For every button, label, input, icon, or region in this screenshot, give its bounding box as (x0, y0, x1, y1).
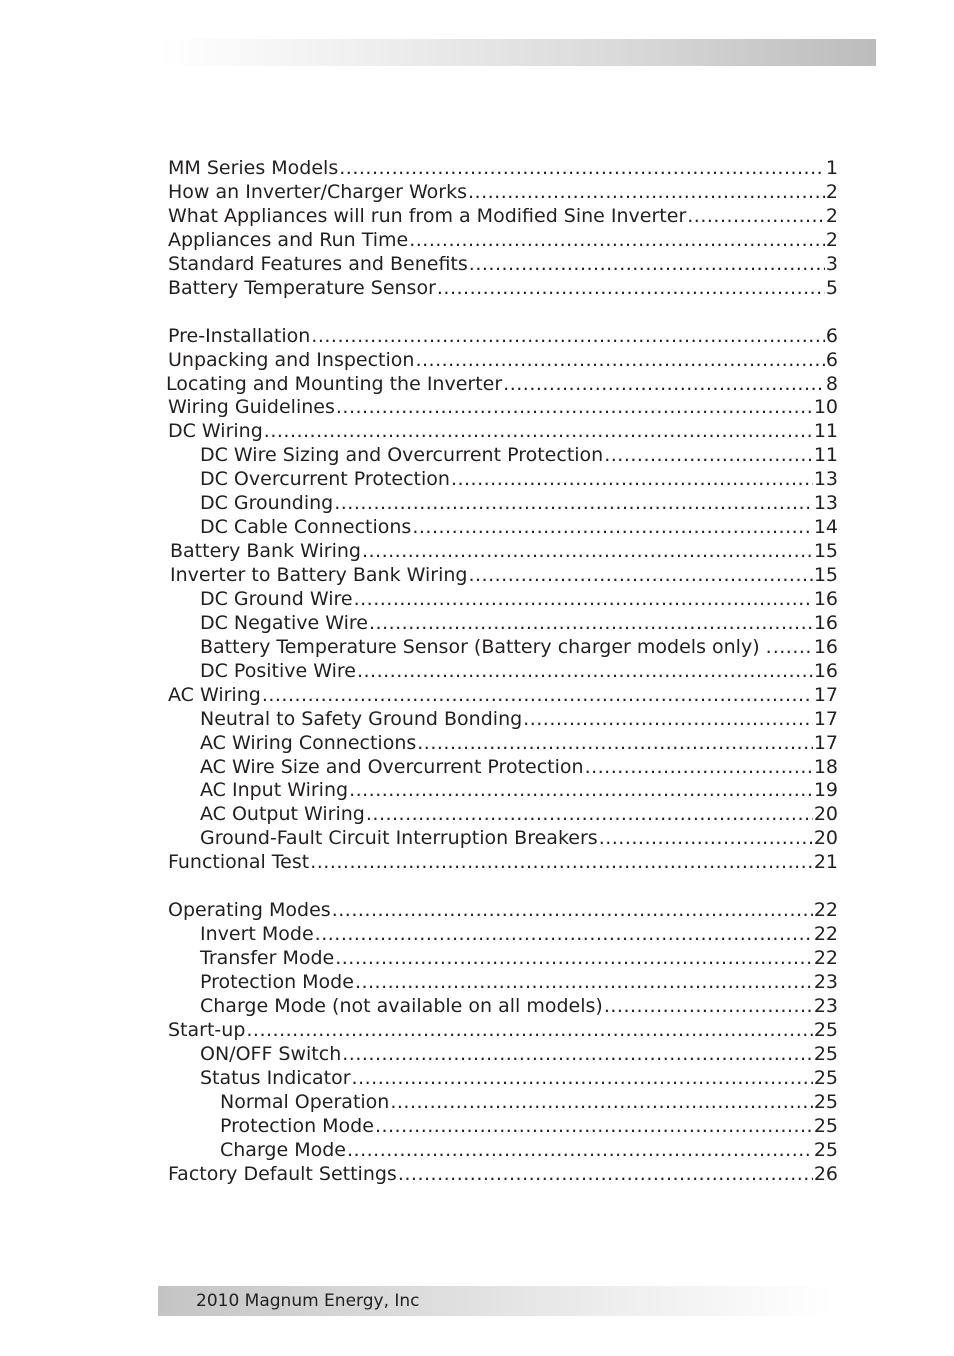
toc-entry-title: DC Ground Wire (200, 587, 353, 610)
toc-entry-title: AC Wire Size and Overcurrent Protection (200, 755, 584, 778)
toc-entry[interactable] (168, 420, 838, 444)
toc-entry-title: AC Wiring Connections (200, 731, 417, 754)
toc-entry-title: Locating and Mounting the Inverter (166, 372, 503, 395)
toc-entry-title: Invert Mode (200, 923, 314, 946)
toc-page-number: 2 (825, 204, 838, 227)
toc-page-number: 15 (813, 564, 838, 586)
toc-entry[interactable] (168, 588, 838, 612)
toc-page-number: 11 (813, 420, 838, 443)
toc-entry-title: Appliances and Run Time (168, 228, 409, 251)
toc-entry-title: AC Input Wiring (200, 779, 349, 802)
toc-entry[interactable] (168, 253, 838, 277)
toc-entry[interactable] (168, 1067, 838, 1091)
toc-entry-title: AC Output Wiring (200, 803, 365, 826)
toc-entry-title: Pre-Installation (168, 324, 311, 347)
toc-dot-leader (264, 420, 813, 444)
toc-dot-leader (310, 851, 813, 875)
toc-entry-title: DC Wire Sizing and Overcurrent Protection (200, 444, 604, 467)
toc-entry-title: Start-up (168, 1018, 246, 1041)
toc-dot-leader (417, 732, 813, 756)
toc-page-number: 25 (813, 1138, 838, 1161)
toc-page-number: 22 (813, 947, 838, 970)
toc-page-number: 17 (813, 707, 838, 730)
toc-dot-leader (342, 1043, 813, 1067)
toc-entry-title: Transfer Mode (200, 947, 335, 970)
toc-page-number: 14 (813, 516, 838, 539)
toc-page-number: 17 (813, 731, 838, 754)
toc-entry[interactable] (168, 325, 838, 349)
toc-dot-leader (468, 181, 825, 205)
toc-page-number: 25 (813, 1066, 838, 1089)
toc-page-number: 25 (813, 1018, 838, 1041)
toc-page-number: 5 (825, 276, 838, 299)
toc-dot-leader (375, 1115, 813, 1139)
toc-page-number: 13 (813, 492, 838, 515)
toc-entry-title: How an Inverter/Charger Works (168, 180, 467, 203)
toc-entry-title: AC Wiring (168, 683, 261, 706)
toc-page-number: 22 (813, 923, 838, 946)
toc-entry-title: Battery Temperature Sensor (Battery charger models only) . (200, 635, 772, 658)
toc-dot-leader (336, 396, 813, 420)
toc-dot-leader (349, 779, 813, 803)
toc-dot-leader (369, 612, 813, 636)
toc-dot-leader (687, 205, 825, 229)
toc-dot-leader (334, 492, 813, 516)
toc-page-number: 26 (813, 1162, 838, 1185)
toc-entry-title: Factory Default Settings (168, 1162, 397, 1185)
toc-entry-title: What Appliances will run from a Modified Sine Inverter (168, 204, 687, 227)
toc-entry-title: Charge Mode (220, 1138, 346, 1161)
toc-dot-leader (599, 827, 813, 851)
toc-dot-leader (437, 277, 825, 301)
table-of-contents (168, 157, 838, 1186)
toc-entry-title: Battery Bank Wiring (170, 540, 361, 563)
toc-dot-leader (604, 444, 813, 468)
toc-page-number: 18 (813, 755, 838, 778)
toc-page-number: 19 (813, 779, 838, 802)
toc-page-number: 23 (813, 971, 838, 993)
toc-dot-leader (398, 1163, 813, 1187)
toc-entry[interactable] (168, 636, 838, 660)
toc-dot-leader (773, 636, 813, 660)
toc-dot-leader (311, 325, 825, 349)
toc-dot-leader (366, 803, 813, 827)
toc-dot-leader (354, 588, 813, 612)
toc-entry[interactable] (168, 660, 838, 684)
footer-copyright: 2010 Magnum Energy, Inc (196, 1291, 420, 1311)
toc-entry-title: DC Wiring (168, 420, 263, 443)
toc-page-number: 15 (813, 540, 838, 563)
toc-page-number: 16 (813, 635, 838, 658)
toc-entry-title: Unpacking and Inspection (168, 348, 415, 371)
toc-dot-leader (355, 971, 813, 995)
toc-entry-title: Battery Temperature Sensor (168, 276, 436, 299)
toc-entry[interactable] (168, 947, 838, 971)
toc-entry[interactable] (168, 612, 838, 636)
toc-entry-title: DC Negative Wire (200, 611, 368, 634)
toc-entry[interactable] (168, 540, 838, 564)
toc-entry[interactable] (168, 923, 838, 947)
toc-entry[interactable] (168, 971, 838, 995)
toc-entry-title: Normal Operation (220, 1090, 390, 1113)
toc-page-number: 21 (813, 851, 838, 874)
toc-entry[interactable] (168, 516, 838, 540)
toc-entry[interactable] (168, 1043, 838, 1067)
toc-entry-title: DC Grounding (200, 492, 334, 515)
toc-page-number: 6 (825, 348, 838, 371)
toc-entry-title: Functional Test (168, 851, 310, 874)
toc-entry[interactable] (168, 277, 838, 301)
toc-entry[interactable] (168, 756, 838, 780)
toc-entry-title: Ground-Fault Circuit Interruption Breakers (200, 827, 598, 850)
toc-entry[interactable] (168, 181, 838, 205)
toc-entry[interactable] (168, 468, 838, 492)
toc-entry[interactable] (168, 1139, 838, 1163)
toc-page-number: 25 (813, 1042, 838, 1065)
toc-entry[interactable] (168, 708, 838, 732)
toc-entry-title: Protection Mode (200, 971, 354, 993)
toc-page-number: 25 (813, 1114, 838, 1137)
toc-entry-title: Status Indicator (200, 1066, 351, 1089)
toc-entry[interactable] (168, 396, 838, 420)
toc-dot-leader (347, 1139, 813, 1163)
toc-entry[interactable] (168, 492, 838, 516)
toc-page-number: 8 (825, 372, 838, 395)
toc-dot-leader (585, 756, 813, 780)
toc-dot-leader (604, 995, 813, 1019)
toc-page-number: 17 (813, 683, 838, 706)
toc-entry[interactable] (168, 349, 838, 373)
toc-entry-title: Charge Mode (not available on all models) (200, 994, 603, 1017)
toc-dot-leader (315, 923, 813, 947)
toc-entry-title: DC Cable Connections (200, 516, 412, 539)
toc-dot-leader (262, 684, 813, 708)
toc-entry[interactable] (168, 1163, 838, 1187)
toc-entry[interactable] (168, 851, 838, 875)
toc-dot-leader (451, 468, 813, 492)
toc-page-number: 2 (825, 180, 838, 203)
toc-entry[interactable] (168, 684, 838, 708)
toc-entry-title: Inverter to Battery Bank Wiring (170, 564, 468, 586)
toc-dot-leader (332, 899, 813, 923)
toc-page-number: 20 (813, 827, 838, 850)
toc-entry-title: Standard Features and Benefits (168, 252, 468, 275)
toc-page-number: 23 (813, 994, 838, 1017)
header-bar (158, 39, 876, 66)
toc-entry-title: Protection Mode (220, 1114, 374, 1137)
toc-entry-title: MM Series Models (168, 157, 339, 179)
toc-entry[interactable] (168, 827, 838, 851)
toc-entry-title: ON/OFF Switch (200, 1042, 342, 1065)
toc-page-number: 2 (825, 228, 838, 251)
toc-dot-leader (362, 540, 813, 564)
footer-bar (158, 1286, 834, 1316)
toc-dot-leader (339, 157, 825, 181)
toc-page-number: 3 (825, 252, 838, 275)
toc-page-number: 16 (813, 659, 838, 682)
toc-dot-leader (468, 564, 812, 588)
toc-dot-leader (352, 1067, 813, 1091)
toc-page-number: 16 (813, 611, 838, 634)
toc-entry[interactable] (168, 779, 838, 803)
toc-page-number: 1 (825, 157, 838, 179)
toc-dot-leader (390, 1091, 812, 1115)
toc-page-number: 11 (813, 444, 838, 467)
toc-page-number: 20 (813, 803, 838, 826)
toc-page-number: 22 (813, 899, 838, 922)
toc-page-number: 6 (825, 324, 838, 347)
toc-entry[interactable] (168, 157, 838, 181)
toc-entry[interactable] (168, 229, 838, 253)
toc-dot-leader (409, 229, 825, 253)
toc-dot-leader (412, 516, 812, 540)
toc-entry[interactable] (168, 564, 838, 588)
toc-entry-title: Neutral to Safety Ground Bonding (200, 707, 523, 730)
toc-entry-title: DC Overcurrent Protection (200, 468, 450, 491)
toc-entry-title: DC Positive Wire (200, 659, 356, 682)
toc-entry[interactable] (168, 1091, 838, 1115)
toc-dot-leader (246, 1019, 812, 1043)
toc-entry-title: Wiring Guidelines (168, 396, 335, 419)
toc-entry[interactable] (168, 803, 838, 827)
toc-entry[interactable] (168, 205, 838, 229)
toc-dot-leader (415, 349, 824, 373)
toc-dot-leader (523, 708, 813, 732)
toc-entry-title: Operating Modes (168, 899, 331, 922)
toc-entry[interactable] (168, 1019, 838, 1043)
toc-entry[interactable] (168, 732, 838, 756)
toc-page-number: 16 (813, 587, 838, 610)
toc-entry[interactable] (166, 373, 838, 397)
toc-dot-leader (335, 947, 813, 971)
toc-page-number: 13 (813, 468, 838, 491)
toc-entry[interactable] (168, 995, 838, 1019)
toc-entry[interactable] (168, 444, 838, 468)
toc-dot-leader (503, 373, 825, 397)
toc-page-number: 10 (813, 396, 838, 419)
toc-entry[interactable] (168, 1115, 838, 1139)
toc-page-number: 25 (813, 1090, 838, 1113)
toc-entry[interactable] (168, 899, 838, 923)
toc-dot-leader (357, 660, 813, 684)
toc-dot-leader (469, 253, 825, 277)
